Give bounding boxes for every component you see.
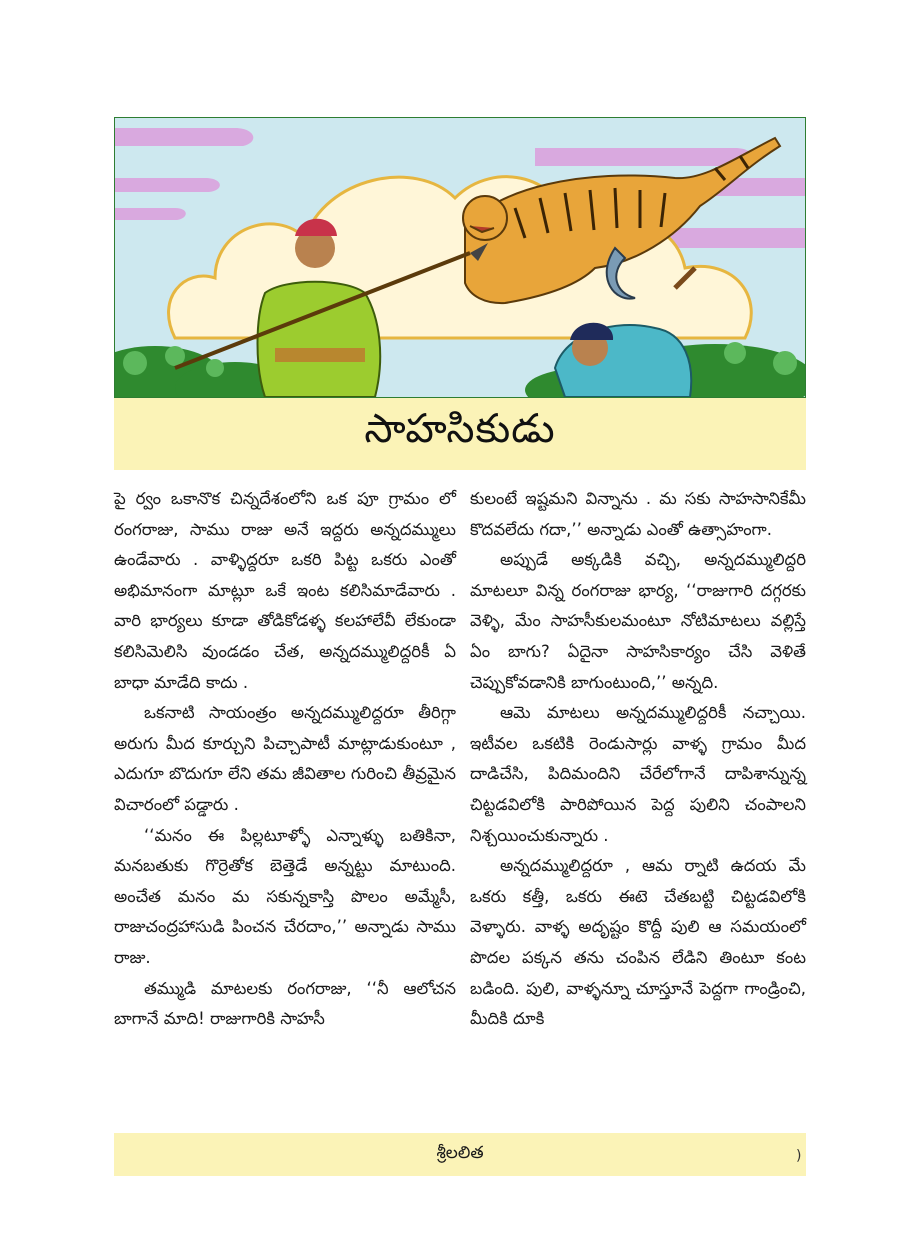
paragraph: ‘‘మనం ఈ పిల్లటూళ్ళో ఎన్నాళ్ళు బతికినా, మనబతుకు గొర్రెతోక బెత్తెడే అన్నట్టు మాటుంది. అంచేత మనం మ సకున్నకాస్తి పొలం అమ్మేసీ, రాజుచంద్రహాసుడి పించన చేరదాం,’’ అన్నాడు సాము రాజు.	[114, 825, 456, 967]
paragraph: అన్నదమ్ములిద్దరూ , ఆమ ర్నాటి ఉదయ మే ఒకరు కత్తీ, ఒకరు ఈటె చేతబట్టి చిట్టడవిలోకి వెళ్ళారు. వాళ్ళ అదృష్టం కొద్దీ పులి ఆ సమయంలో పొదల పక్కన తను చంపిన లేడిని తింటూ కంట బడింది. పులి, వాళ్ళన్నూ చూస్తూనే పెద్దగా గాండ్రించి, మీదికి దూకి	[470, 856, 806, 1029]
author-byline: శ్రీలలిత	[436, 1142, 484, 1163]
title-band	[114, 398, 806, 470]
byline-band	[114, 1133, 806, 1176]
hunting-scene-illustration	[115, 118, 805, 397]
right-column	[470, 484, 806, 1035]
paragraph: పై ర్వం ఒకానొక చిన్నదేశంలోని ఒక పూ గ్రామం లో రంగరాజు, సాము రాజు అనే ఇద్దరు అన్నదమ్ములు ఉండేవారు . వాళ్ళిద్దరూ ఒకరి పిట్ట ఒకరు ఎంతో అభిమానంగా మాట్లూ ఒకే ఇంట కలిసిమాడేవారు . వారి భార్యలు కూడా తోడికోడళ్ళ కలహాలేవీ లేకుండా కలిసిమెలిసి వుండడం చేత, అన్నదమ్ములిద్దరికీ ఏ బాధా మాడేది కాదు .	[114, 489, 456, 692]
paragraph: కులంటే ఇష్టమని విన్నాను . మ సకు సాహసానికేమీ కొదవలేదు గదా,’’ అన్నాడు ఎంతో ఉత్సాహంగా.	[470, 489, 806, 539]
story-title: సాహసికుడు	[364, 406, 556, 452]
page-number: )	[796, 1148, 802, 1164]
left-column	[114, 484, 456, 1035]
story-illustration	[114, 117, 806, 398]
paragraph: ఆమె మాటలు అన్నదమ్ములిద్దరికీ నచ్చాయి. ఇటీవల ఒకటికి రెండుసార్లు వాళ్ళ గ్రామం మీద దాడిచేసి, పిదిమందిని చేరేలోగానే దాపిశాన్నున్న చిట్టడవిలోకి పారిపోయిన పెద్ద పులిని చంపాలని నిశ్చయించుకున్నారు .	[470, 703, 806, 845]
paragraph: అప్పుడే అక్కడికి వచ్చి, అన్నదమ్ములిద్దరి మాటలూ విన్న రంగరాజు భార్య, ‘‘రాజుగారి దగ్గరకు వెళ్ళి, మేం సాహసీకులమంటూ నోటిమాటలు వల్లిస్తే ఏం బాగు? ఏదైనా సాహసికార్యం చేసి వెళితే చెప్పుకోవడానికి బాగుంటుంది,’’ అన్నది.	[470, 550, 806, 692]
paragraph: ఒకనాటి సాయంత్రం అన్నదమ్ములిద్దరూ తీరిగ్గా అరుగు మీద కూర్చుని పిచ్చాపాటీ మాట్లాడుకుంటూ , ఎదుగూ బొదుగూ లేని తమ జీవితాల గురించి తీవ్రమైన విచారంలో పడ్డారు .	[114, 703, 456, 814]
paragraph: తమ్ముడి మాటలకు రంగరాజు, ‘‘నీ ఆలోచన బాగానే మాది! రాజుగారికి సాహసీ	[114, 978, 456, 1029]
